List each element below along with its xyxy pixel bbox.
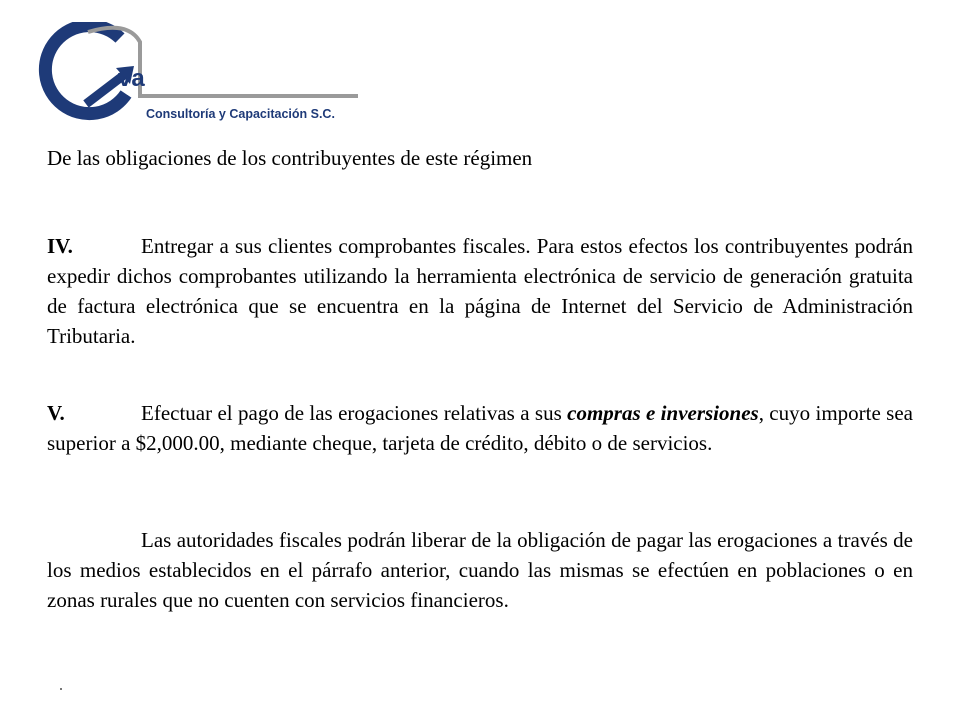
item-iv-text: Entregar a sus clientes comprobantes fiscales. Para estos efectos los contribuyentes podrán expedir dichos comprobantes utilizando la herramienta electrónica de servicio de generación gratuita de factura electrónica que se encuentra en la página de Internet del Servicio de Administración Tributaria. [47, 234, 913, 348]
section-heading: De las obligaciones de los contribuyentes de este régimen [47, 146, 533, 170]
footer-dot [60, 688, 62, 690]
item-v-text-after: , cuyo importe sea superior a $2,000.00, mediante cheque, tarjeta de crédito, débito o de servicios. [47, 401, 913, 455]
item-v-paragraph [47, 398, 913, 458]
closing-paragraph-text: Las autoridades fiscales podrán liberar de la obligación de pagar las erogaciones a través de los medios establecidos en el párrafo anterior, cuando las mismas se efectúen en poblaciones o en zonas rurales que no cuenten con servicios financieros. [47, 528, 913, 612]
item-iv-paragraph [47, 231, 913, 351]
item-iv-number: IV. [47, 234, 73, 258]
logo-letters: va [118, 65, 145, 92]
company-logo [28, 22, 368, 130]
item-v-number: V. [47, 401, 65, 425]
item-v-text-before: Efectuar el pago de las erogaciones relativas a sus [141, 401, 568, 425]
item-v-emphasis: compras e inversiones [567, 401, 759, 425]
gva-logo-mark [28, 22, 368, 130]
company-name: Consultoría y Capacitación S.C. [146, 107, 335, 121]
closing-paragraph [47, 525, 913, 615]
